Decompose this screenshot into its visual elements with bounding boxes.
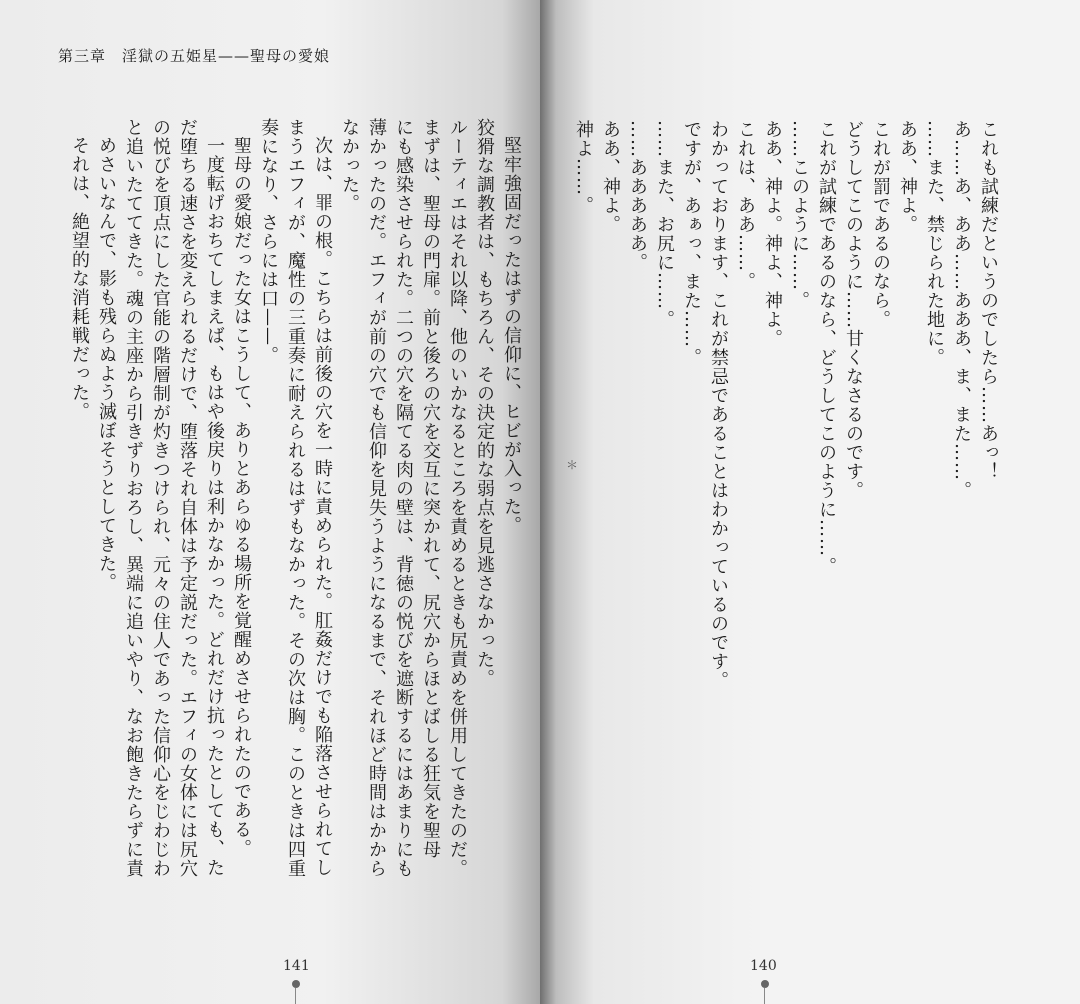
right-page (540, 0, 1080, 1004)
page-marker-stem (764, 988, 765, 1004)
page-marker-dot (761, 980, 769, 988)
text-column: わかっております、これが禁忌であることはわかっているのです。 (708, 120, 729, 690)
text-column: 神よ……。 (573, 120, 594, 215)
text-column: これが試練であるのなら、どうしてこのように……。 (816, 120, 837, 576)
text-column: これも試練だというのでしたら……あっ！ (978, 120, 999, 481)
running-head: 第三章 淫獄の五姫星——聖母の愛娘 (58, 47, 331, 65)
text-column: これが罰であるのなら。 (870, 120, 891, 329)
text-column: 狡猾な調教者は、もちろん、その決定的な弱点を見逃さなかった。 (474, 118, 495, 688)
text-column: ……また、お尻に……。 (654, 120, 675, 329)
text-column: まうエフィが、魔性の三重奏に耐えられるはずもなかった。その次は胸。このときは四重 (285, 118, 306, 878)
text-column: ああ、神よ。神よ、神よ。 (762, 120, 783, 348)
text-column: めさいなんで、影も残らぬよう滅ぼそうとしてきた。 (96, 136, 117, 592)
page-marker-dot (292, 980, 300, 988)
text-column: 次は、罪の根。こちらは前後の穴を一時に責められた。肛姦だけでも陥落させられてし (312, 136, 333, 877)
text-column: ですが、あぁっ、また……。 (681, 120, 702, 367)
text-column: なかった。 (339, 118, 360, 213)
text-column: 薄かったのだ。エフィが前の穴でも信仰を見失うようになるまで、それほど時間はかから (366, 118, 387, 878)
text-column: と追いたててきた。魂の主座から引きずりおろし、異端に追いやり、なお飽きたらずに責 (123, 118, 144, 878)
text-column: 一度転げおちてしまえば、もはや後戻りは利かなかった。どれだけ抗ったとしても、た (204, 136, 225, 877)
text-column: だ堕ちる速さを変えられるだけで、堕落それ自体は予定説だった。エフィの女体には尻穴 (177, 118, 198, 878)
text-column: まずは、聖母の門扉。前と後ろの穴を交互に突かれて、尻穴からほとばしる狂気を聖母 (420, 118, 441, 859)
text-column: にも感染させられた。二つの穴を隔てる肉の壁は、背徳の悦びを遮断するにはあまりにも (393, 118, 414, 878)
right-body-text (573, 120, 1002, 690)
text-column: の悦びを頂点にした官能の階層制が灼きつけられ、元々の住人であった信仰心をじわじわ (150, 118, 171, 878)
text-column: 奏になり、さらには口——。 (258, 118, 279, 365)
text-column: どうしてこのように……甘くなさるのです。 (843, 120, 864, 500)
text-column: ああ、神よ。 (897, 120, 918, 234)
text-column: あ……あ、ああ……あああ、ま、また……。 (951, 120, 972, 500)
scene-break-mark: ＊ (566, 458, 579, 472)
text-column: それは、絶望的な消耗戦だった。 (69, 136, 90, 421)
page-number-left: 141 (283, 958, 310, 974)
text-column: ……あああああ。 (627, 120, 648, 272)
text-column: 聖母の愛娘だった女はこうして、ありとあらゆる場所を覚醒めさせられたのである。 (231, 136, 252, 858)
text-column: これは、ああ……。 (735, 120, 756, 291)
page-number-right: 140 (750, 958, 777, 974)
text-column: ルーティエはそれ以降、他のいかなるところを責めるときも尻責めを併用してきたのだ。 (447, 118, 468, 878)
text-column: ……このように……。 (789, 120, 810, 310)
page-marker-stem (295, 988, 296, 1004)
text-column: 堅牢強固だったはずの信仰に、ヒビが入った。 (501, 136, 522, 535)
text-column: ……また、禁じられた地に。 (924, 120, 945, 367)
text-column: ああ、神よ。 (600, 120, 621, 234)
left-body-text (55, 118, 525, 878)
